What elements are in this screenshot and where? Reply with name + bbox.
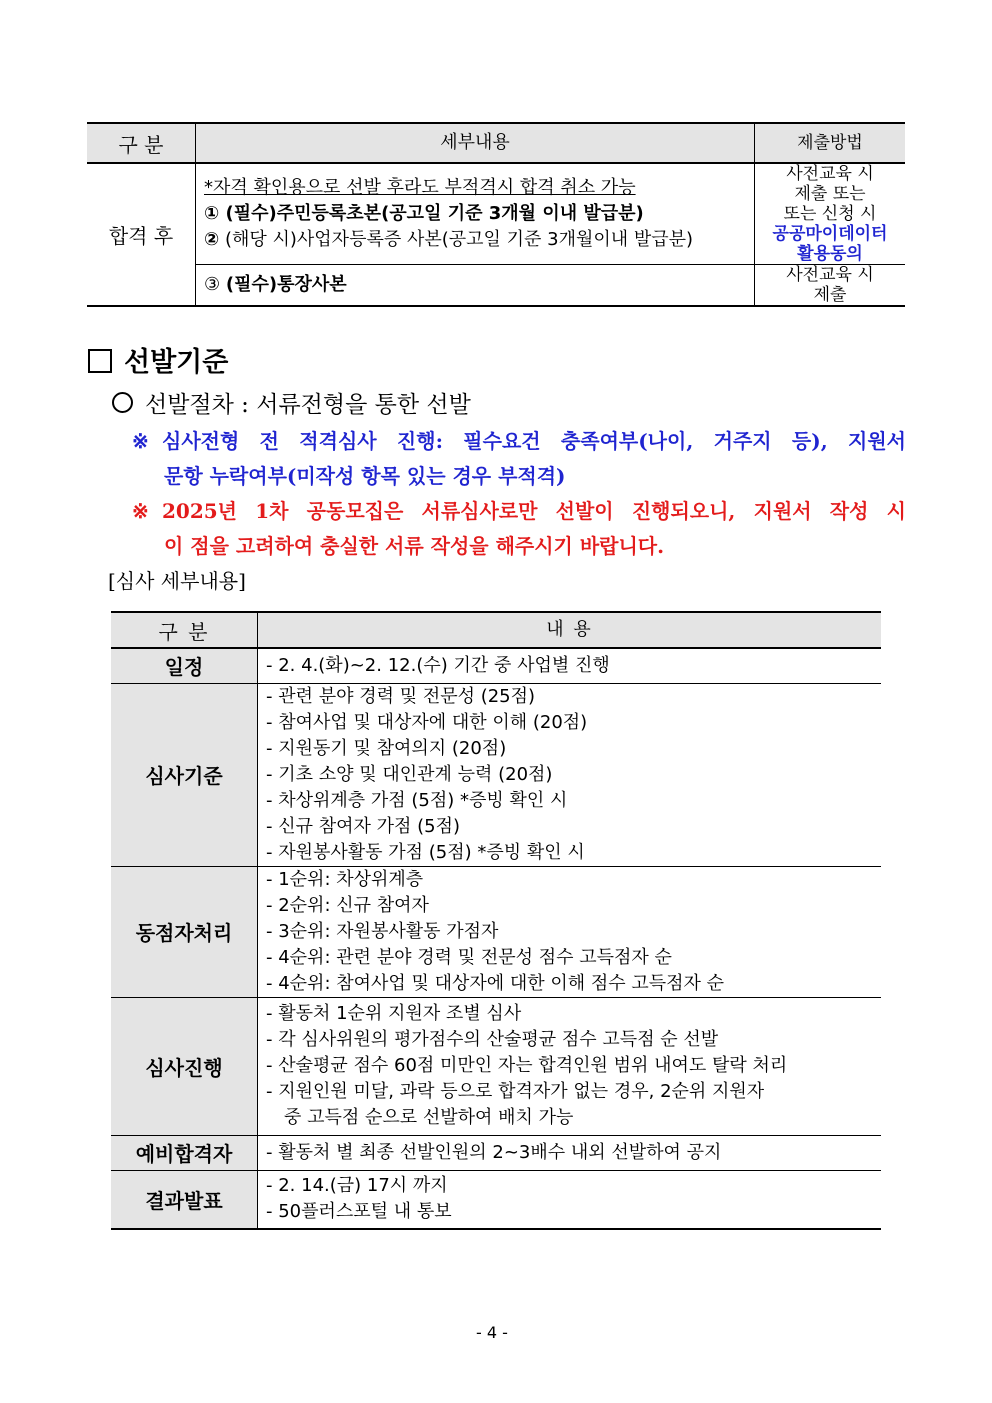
- table-row: [111, 997, 881, 1135]
- content-line: - 기초 소양 및 대인관계 능력 (20점): [266, 763, 553, 785]
- row-content-reserve: [258, 1135, 882, 1170]
- row-label-criteria: 심사기준: [111, 683, 258, 866]
- content-line: - 50플러스포털 내 통보: [266, 1201, 452, 1223]
- eligibility-note: [132, 424, 906, 494]
- content-line: - 지원인원 미달, 과락 등으로 합격자가 없는 경우, 2순위 지원자: [266, 1081, 765, 1102]
- optional-doc-2-text: (해당 시)사업자등록증 사본(공고일 기준 3개월이내 발급분): [219, 229, 694, 250]
- row-label-process: 심사진행: [111, 997, 258, 1135]
- subsection-title-text: 선발절차 : 서류전형을 통한 선발: [145, 392, 471, 418]
- row-content-schedule: [258, 648, 882, 683]
- table-row: [111, 1170, 881, 1229]
- header-method: 제출방법: [755, 123, 906, 163]
- header-content: 내 용: [258, 612, 882, 648]
- header-category: 구 분: [87, 123, 196, 163]
- subsection-title: [112, 386, 471, 419]
- content-line: - 활동처 별 최종 선발인원의 2~3배수 내외 선발하여 공지: [266, 1141, 722, 1163]
- square-bullet-icon: [88, 349, 112, 373]
- row-label-schedule: 일정: [111, 648, 258, 683]
- submission-documents-table: [87, 122, 905, 307]
- page-number: - 4 -: [476, 1323, 508, 1342]
- note-line: 이 점을 고려하여 충실한 서류 작성을 해주시기 바랍니다.: [164, 534, 665, 558]
- row-content-criteria: [258, 683, 882, 866]
- method-line: 또는 신청 시: [783, 204, 877, 224]
- row-label-reserve: 예비합격자: [111, 1135, 258, 1170]
- optional-doc-2: [204, 227, 746, 253]
- table-header-row: [87, 123, 905, 163]
- section-title: [88, 340, 228, 379]
- required-doc-1: ① (필수)주민등록초본(공고일 기준 3개월 이내 발급분): [204, 203, 644, 224]
- note-line: 2025년 1차 공동모집은 서류심사로만 선발이 진행되오니, 지원서 작성 시: [162, 499, 906, 523]
- content-line: - 관련 분야 경력 및 전문성 (25점): [266, 685, 536, 707]
- detail-label: [심사 세부내용]: [108, 569, 246, 593]
- method-line: 사전교육 시: [786, 265, 874, 285]
- reference-mark-icon: ※: [132, 429, 149, 453]
- method-line: 사전교육 시: [786, 164, 874, 184]
- content-line: - 신규 참여자 가점 (5점): [266, 815, 460, 837]
- content-line: - 각 심사위원의 평가점수의 산술평균 점수 고득점 순 선발: [266, 1029, 719, 1050]
- details-cell: [196, 265, 755, 307]
- table-row: [87, 163, 905, 265]
- table-row: [87, 265, 905, 307]
- content-line: - 3순위: 자원봉사활동 가점자: [266, 920, 499, 942]
- header-category: 구 분: [111, 612, 258, 648]
- circle-three: ③: [204, 274, 226, 295]
- table-row: [111, 648, 881, 683]
- method-line: 제출 또는: [794, 184, 866, 204]
- method-line-highlight: 공공마이데이터: [772, 224, 888, 244]
- note-line: 심사전형 전 적격심사 진행: 필수요건 충족여부(나이, 거주지 등), 지원서: [162, 429, 906, 453]
- content-line: - 4순위: 참여사업 및 대상자에 대한 이해 점수 고득점자 순: [266, 972, 725, 994]
- screening-details-table: [111, 611, 881, 1230]
- method-cell: [755, 265, 906, 307]
- note-line: 문항 누락여부(미작성 항목 있는 경우 부적격): [164, 464, 566, 488]
- row-content-tiebreak: [258, 866, 882, 997]
- disqualify-note: *자격 확인용으로 선발 후라도 부적격시 합격 취소 가능: [204, 177, 636, 198]
- content-line: - 활동처 1순위 지원자 조별 심사: [266, 1003, 522, 1024]
- content-line: - 4순위: 관련 분야 경력 및 전문성 점수 고득점자 순: [266, 946, 672, 968]
- method-cell: [755, 163, 906, 265]
- content-line: - 2순위: 신규 참여자: [266, 894, 429, 916]
- table-row: [111, 683, 881, 866]
- content-line: - 산술평균 점수 60점 미만인 자는 합격인원 범위 내여도 탈락 처리: [266, 1055, 788, 1076]
- circle-bullet-icon: [112, 392, 133, 413]
- reference-mark-icon: ※: [132, 499, 149, 523]
- row-label-tiebreak: 동점자처리: [111, 866, 258, 997]
- method-line: 제출: [813, 285, 847, 305]
- row-label-result: 결과발표: [111, 1170, 258, 1229]
- content-line: - 1순위: 차상위계층: [266, 868, 424, 890]
- content-line: - 자원봉사활동 가점 (5점) *증빙 확인 시: [266, 841, 585, 863]
- row-content-process: [258, 997, 882, 1135]
- table-row: [111, 1135, 881, 1170]
- category-after-pass: 합격 후: [87, 163, 196, 306]
- row-content-result: [258, 1170, 882, 1229]
- section-title-text: 선발기준: [124, 347, 229, 378]
- table-header-row: [111, 612, 881, 648]
- required-doc-3: (필수)통장사본: [225, 274, 347, 295]
- table-row: [111, 866, 881, 997]
- content-line: - 2. 4.(화)~2. 12.(수) 기간 중 사업별 진행: [266, 654, 610, 676]
- details-cell: [196, 163, 755, 265]
- content-line: - 지원동기 및 참여의지 (20점): [266, 737, 507, 759]
- content-line: 중 고득점 순으로 선발하여 배치 가능: [284, 1107, 574, 1128]
- content-line: - 2. 14.(금) 17시 까지: [266, 1175, 448, 1197]
- content-line: - 차상위계층 가점 (5점) *증빙 확인 시: [266, 789, 568, 811]
- circle-two: ②: [204, 229, 220, 250]
- header-details: 세부내용: [196, 123, 755, 163]
- content-line: - 참여사업 및 대상자에 대한 이해 (20점): [266, 711, 588, 733]
- document-screening-note: [132, 494, 906, 564]
- method-line-highlight: 활용동의: [797, 244, 863, 264]
